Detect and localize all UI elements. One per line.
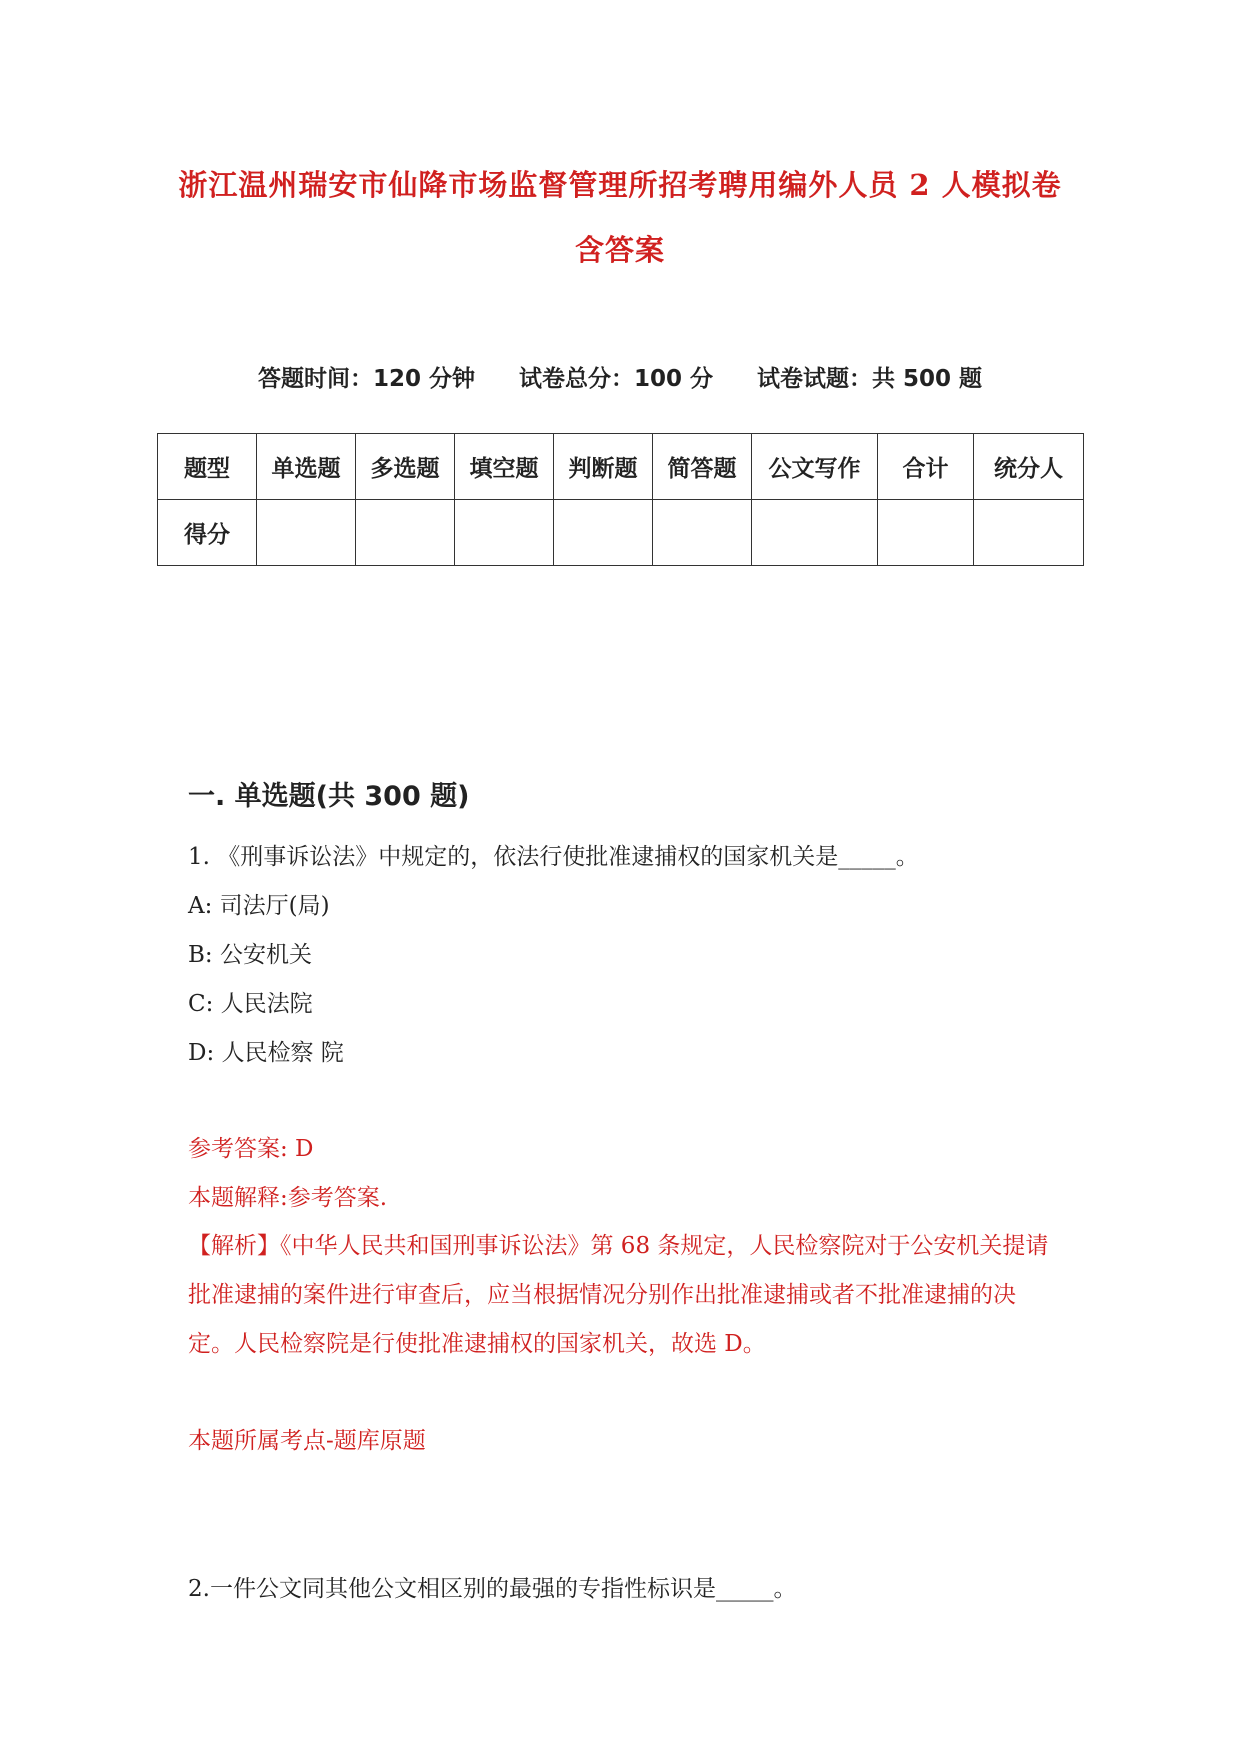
question-1-answer: 参考答案: D bbox=[188, 1136, 314, 1162]
score-table bbox=[157, 433, 1084, 566]
document-title-line2: 含答案 bbox=[574, 233, 665, 267]
document-title-line1: 浙江温州瑞安市仙降市场监督管理所招考聘用编外人员 2 人模拟卷 bbox=[178, 168, 1062, 202]
question-2-stem: 2.一件公文同其他公文相区别的最强的专指性标识是_____。 bbox=[188, 1576, 797, 1602]
score-table-header: 题型 bbox=[158, 434, 257, 500]
score-table-header: 统分人 bbox=[974, 434, 1084, 500]
exam-question-count: 试卷试题：共 500 题 bbox=[757, 366, 983, 392]
question-1-option-a: A: 司法厅(局) bbox=[188, 893, 330, 919]
question-1-topic: 本题所属考点-题库原题 bbox=[188, 1428, 426, 1454]
score-cell bbox=[455, 500, 554, 566]
question-1-option-c: C: 人民法院 bbox=[188, 991, 313, 1017]
score-table-header: 判断题 bbox=[554, 434, 653, 500]
score-table-header: 单选题 bbox=[257, 434, 356, 500]
score-cell bbox=[257, 500, 356, 566]
score-cell bbox=[974, 500, 1084, 566]
score-cell bbox=[752, 500, 878, 566]
question-1-option-d: D: 人民检察 院 bbox=[188, 1040, 344, 1066]
exam-info bbox=[0, 360, 1240, 393]
score-cell bbox=[356, 500, 455, 566]
exam-total-score: 试卷总分：100 分 bbox=[518, 366, 714, 392]
score-table-header: 简答题 bbox=[653, 434, 752, 500]
score-table-header: 填空题 bbox=[455, 434, 554, 500]
question-1-option-b: B: 公安机关 bbox=[188, 942, 312, 968]
score-cell bbox=[878, 500, 974, 566]
exam-time: 答题时间：120 分钟 bbox=[257, 366, 475, 392]
question-1-stem: 1. 《刑事诉讼法》中规定的，依法行使批准逮捕权的国家机关是_____。 bbox=[188, 844, 919, 870]
score-table-header: 多选题 bbox=[356, 434, 455, 500]
score-table-header: 公文写作 bbox=[752, 434, 878, 500]
question-1-explanation: 【解析】《中华人民共和国刑事诉讼法》第 68 条规定，人民检察院对于公安机关提请批准逮捕的案件进行审查后，应当根据情况分别作出批准逮捕或者不批准逮捕的决定。人民检察院是行使批准逮捕权的国家机关，故选 D。 bbox=[188, 1233, 1049, 1357]
score-table-header-row bbox=[158, 434, 1084, 500]
score-row-label: 得分 bbox=[158, 500, 257, 566]
score-cell bbox=[554, 500, 653, 566]
question-1-explain-label: 本题解释:参考答案. bbox=[188, 1185, 388, 1211]
score-cell bbox=[653, 500, 752, 566]
section-title: 一. 单选题(共 300 题) bbox=[188, 781, 470, 812]
score-table-score-row bbox=[158, 500, 1084, 566]
score-table-header: 合计 bbox=[878, 434, 974, 500]
